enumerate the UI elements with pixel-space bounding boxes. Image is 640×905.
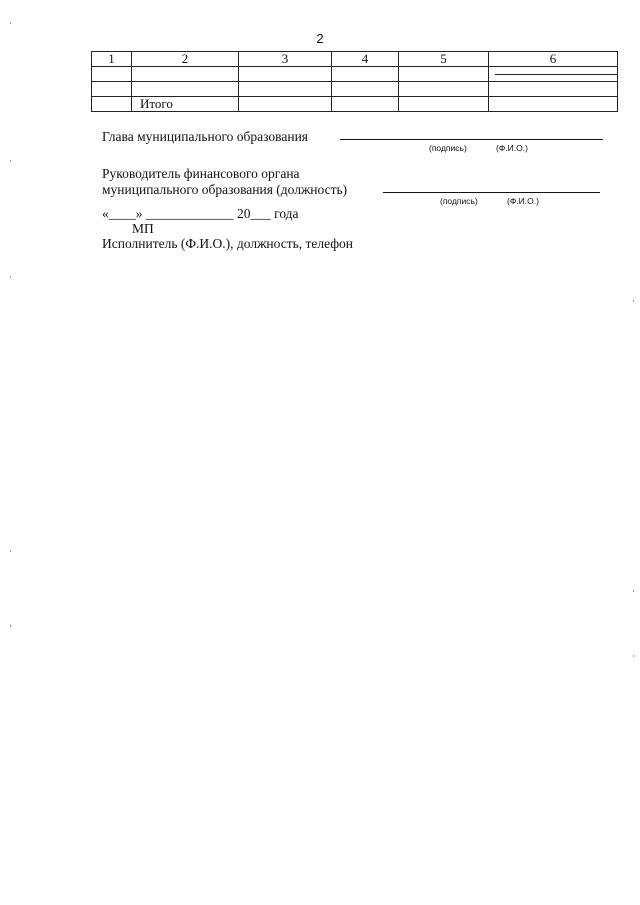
date-year-suffix: года bbox=[274, 206, 299, 221]
date-day-blank: ____ bbox=[108, 206, 136, 221]
column-header: 4 bbox=[332, 52, 399, 67]
table-cell bbox=[239, 82, 332, 97]
table-cell bbox=[399, 82, 489, 97]
table-cell bbox=[489, 82, 618, 97]
scan-speck bbox=[633, 590, 634, 592]
table-cell bbox=[132, 82, 239, 97]
head-label: Глава муниципального образования bbox=[102, 129, 309, 144]
finance-signature-caption: (подпись) bbox=[440, 196, 478, 206]
finance-name-caption: (Ф.И.О.) bbox=[507, 196, 539, 206]
finance-signature-line bbox=[383, 192, 600, 193]
table-total-row bbox=[92, 97, 618, 112]
date-year-blank: ___ bbox=[250, 206, 271, 221]
table-cell bbox=[332, 82, 399, 97]
finance-label-line1: Руководитель финансового органа bbox=[102, 166, 300, 181]
head-name-caption: (Ф.И.О.) bbox=[496, 143, 528, 153]
date-year-prefix: 20 bbox=[237, 206, 251, 221]
table-cell bbox=[92, 97, 132, 112]
date-month-blank: _____________ bbox=[145, 206, 234, 221]
table-cell bbox=[239, 97, 332, 112]
column-header: 6 bbox=[489, 52, 618, 67]
head-signature-caption: (подпись) bbox=[429, 143, 467, 153]
scan-speck bbox=[10, 160, 11, 162]
total-label: Итого bbox=[132, 97, 239, 112]
table-cell bbox=[489, 97, 618, 112]
column-header: 1 bbox=[92, 52, 132, 67]
scan-speck bbox=[633, 300, 634, 302]
table-header-row bbox=[92, 52, 618, 67]
date-close-quote: » bbox=[135, 206, 143, 221]
column-header: 5 bbox=[399, 52, 489, 67]
table-cell bbox=[332, 97, 399, 112]
finance-label-line2: муниципального образования (должность) bbox=[102, 182, 348, 197]
column-header: 3 bbox=[239, 52, 332, 67]
table-row bbox=[92, 67, 618, 82]
scan-speck bbox=[10, 550, 11, 552]
table-cell bbox=[332, 67, 399, 82]
executor-label: Исполнитель (Ф.И.О.), должность, телефон bbox=[102, 236, 354, 251]
table-cell bbox=[92, 82, 132, 97]
page-number: 2 bbox=[316, 31, 324, 46]
table-cell bbox=[92, 67, 132, 82]
scan-speck bbox=[10, 625, 11, 627]
date-line bbox=[102, 206, 299, 222]
data-table bbox=[91, 51, 618, 112]
scan-speck bbox=[633, 655, 634, 657]
column-header: 2 bbox=[132, 52, 239, 67]
table-cell bbox=[239, 67, 332, 82]
date-open-quote: « bbox=[102, 206, 109, 221]
table-cell bbox=[489, 67, 618, 82]
table-cell bbox=[399, 97, 489, 112]
scan-speck bbox=[10, 22, 11, 24]
head-signature-line bbox=[340, 139, 603, 140]
table-row bbox=[92, 82, 618, 97]
stamp-label: МП bbox=[132, 221, 154, 236]
scan-speck bbox=[10, 276, 11, 278]
table-cell bbox=[132, 67, 239, 82]
table-cell bbox=[399, 67, 489, 82]
